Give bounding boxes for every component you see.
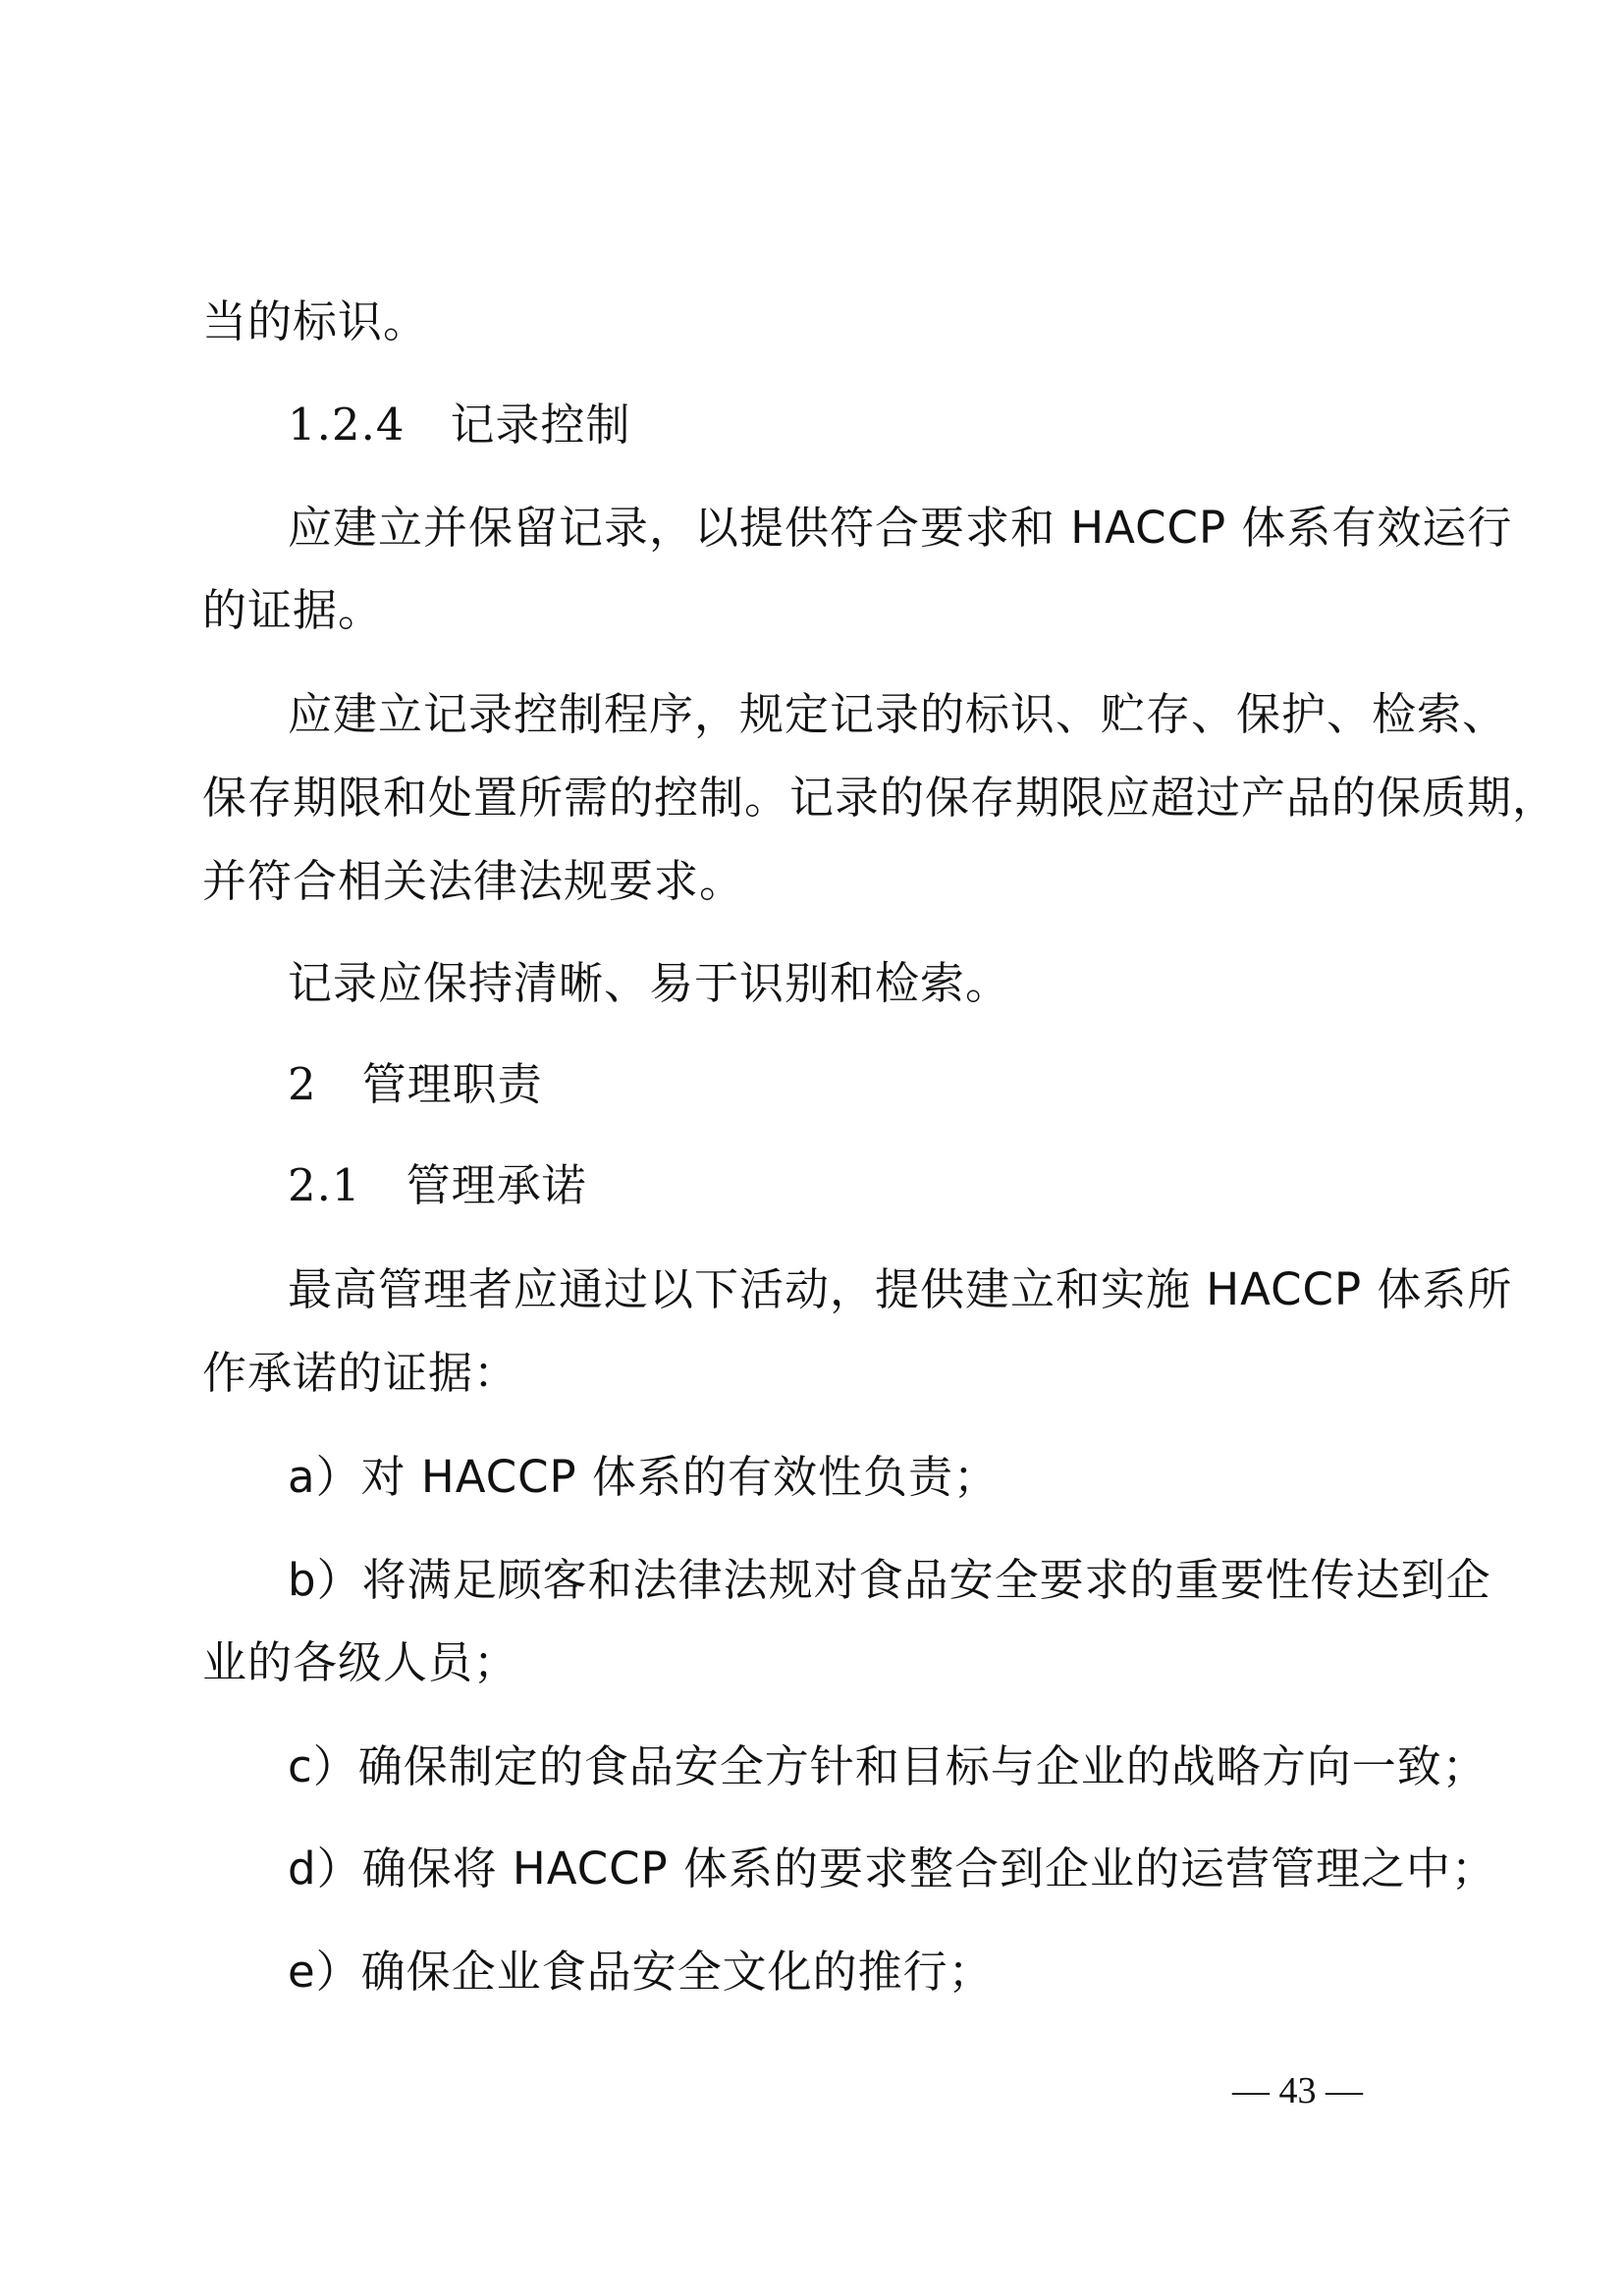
section-heading-2: 2 管理职责 — [288, 1058, 543, 1110]
page-number: — 43 — — [1232, 2070, 1363, 2111]
section-heading-2-1: 2.1 管理承诺 — [288, 1159, 587, 1211]
list-item-b-continuation: 业的各级人员； — [202, 1636, 519, 1688]
paragraph-line: 应建立记录控制程序，规定记录的标识、贮存、保护、检索、 — [288, 688, 1508, 740]
paragraph-line: 作承诺的证据： — [202, 1347, 519, 1399]
paragraph-line: 的证据。 — [202, 584, 384, 636]
list-item-a: a）对 HACCP 体系的有效性负责； — [288, 1451, 999, 1503]
section-heading-1-2-4: 1.2.4 记录控制 — [288, 399, 631, 451]
list-item-d: d）确保将 HACCP 体系的要求整合到企业的运营管理之中； — [288, 1842, 1496, 1895]
paragraph-line: 保存期限和处置所需的控制。记录的保存期限应超过产品的保质期， — [202, 772, 1558, 824]
paragraph-line: 应建立并保留记录，以提供符合要求和 HACCP 体系有效运行 — [288, 502, 1513, 554]
paragraph-line: 最高管理者应通过以下活动，提供建立和实施 HACCP 体系所 — [288, 1263, 1513, 1315]
paragraph-line: 并符合相关法律法规要求。 — [202, 855, 745, 907]
list-item-b: b）将满足顾客和法律法规对食品安全要求的重要性传达到企 — [288, 1554, 1491, 1606]
list-item-e: e）确保企业食品安全文化的推行； — [288, 1946, 994, 1998]
paragraph-line: 记录应保持清晰、易于识别和检索。 — [288, 957, 1011, 1009]
text-line-continuation: 当的标识。 — [202, 295, 429, 347]
list-item-c: c）确保制定的食品安全方针和目标与企业的战略方向一致； — [288, 1740, 1488, 1792]
